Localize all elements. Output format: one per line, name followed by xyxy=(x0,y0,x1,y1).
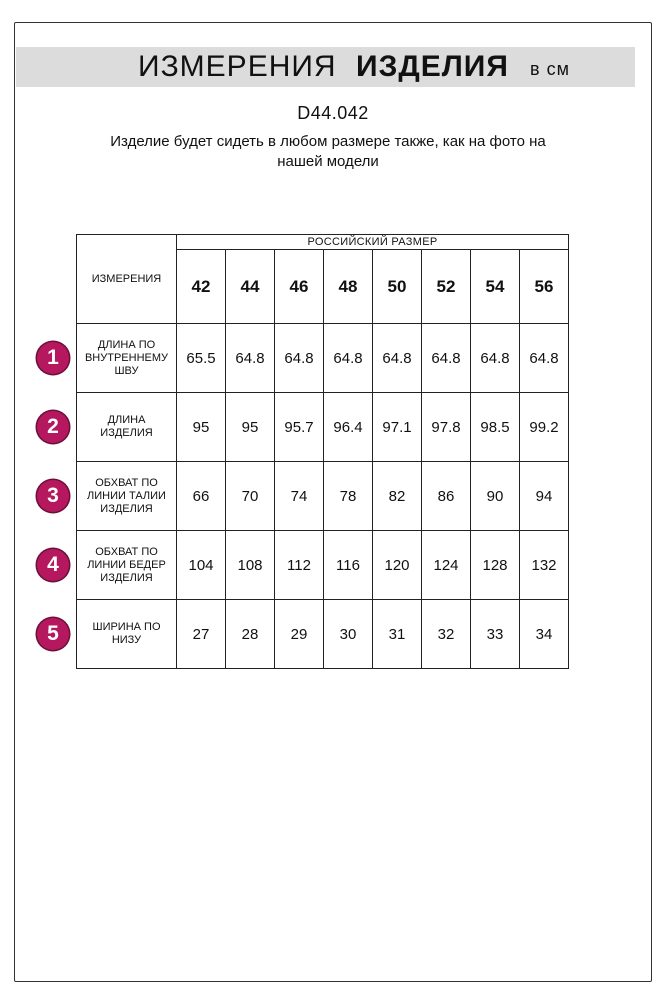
measurement-value: 97.1 xyxy=(373,393,422,462)
article-number: D44.042 xyxy=(297,103,369,123)
row-number-badge: 3 xyxy=(37,480,69,512)
measurement-value: 132 xyxy=(520,531,569,600)
measurement-label-line: ИЗДЕЛИЯ xyxy=(100,502,153,515)
measurement-value: 65.5 xyxy=(177,324,226,393)
measurement-label xyxy=(77,462,177,531)
measurement-row xyxy=(77,600,569,669)
measurement-label xyxy=(77,531,177,600)
measurement-value: 95 xyxy=(226,393,275,462)
measurement-value: 64.8 xyxy=(520,324,569,393)
measurement-value: 104 xyxy=(177,531,226,600)
measurement-value: 94 xyxy=(520,462,569,531)
measurement-value: 128 xyxy=(471,531,520,600)
measurement-value: 64.8 xyxy=(373,324,422,393)
measurement-value: 90 xyxy=(471,462,520,531)
measurement-row xyxy=(77,324,569,393)
measurement-value: 28 xyxy=(226,600,275,669)
measurement-value: 66 xyxy=(177,462,226,531)
measurement-row xyxy=(77,462,569,531)
measurement-label-line: ЛИНИИ ТАЛИИ xyxy=(87,489,166,502)
measurement-value: 32 xyxy=(422,600,471,669)
measurement-value: 33 xyxy=(471,600,520,669)
title-product: ИЗДЕЛИЯ xyxy=(356,50,509,83)
measurement-value: 86 xyxy=(422,462,471,531)
measurement-value: 64.8 xyxy=(324,324,373,393)
measurement-label-line: НИЗУ xyxy=(111,634,142,646)
measurement-label-line: ОБХВАТ ПО xyxy=(95,476,158,489)
fit-note-line-1: Изделие будет сидеть в любом размере также, как на фото на xyxy=(110,133,546,150)
title-measurements: ИЗМЕРЕНИЯ xyxy=(138,50,337,83)
row-number-badge: 5 xyxy=(37,618,69,650)
measurement-label-line: ШВУ xyxy=(114,364,139,377)
measurement-value: 95 xyxy=(177,393,226,462)
fit-note xyxy=(95,132,561,172)
measurement-value: 27 xyxy=(177,600,226,669)
title-unit: в см xyxy=(530,59,570,79)
size-group-header: РОССИЙСКИЙ РАЗМЕР xyxy=(177,235,569,250)
measurement-label xyxy=(77,324,177,393)
measurement-label-line: ШИРИНА ПО xyxy=(92,621,161,633)
measurement-value: 64.8 xyxy=(226,324,275,393)
measurement-value: 34 xyxy=(520,600,569,669)
size-header-46: 46 xyxy=(275,250,324,324)
size-table xyxy=(76,234,569,669)
measurement-value: 120 xyxy=(373,531,422,600)
measurement-label-line: ДЛИНА xyxy=(107,414,146,426)
measurement-value: 108 xyxy=(226,531,275,600)
measurement-value: 82 xyxy=(373,462,422,531)
corner-label: ИЗМЕРЕНИЯ xyxy=(77,235,177,324)
measurement-value: 116 xyxy=(324,531,373,600)
measurement-value: 74 xyxy=(275,462,324,531)
measurement-value: 97.8 xyxy=(422,393,471,462)
measurement-label-line: ЛИНИИ БЕДЕР xyxy=(87,558,166,571)
measurement-label-line: ДЛИНА ПО xyxy=(97,338,156,351)
measurement-row xyxy=(77,393,569,462)
size-header-44: 44 xyxy=(226,250,275,324)
measurement-value: 124 xyxy=(422,531,471,600)
measurement-value: 112 xyxy=(275,531,324,600)
size-header-42: 42 xyxy=(177,250,226,324)
measurement-label-line: ОБХВАТ ПО xyxy=(95,545,158,558)
measurement-label xyxy=(77,600,177,669)
size-header-50: 50 xyxy=(373,250,422,324)
measurement-value: 70 xyxy=(226,462,275,531)
row-number-badge: 2 xyxy=(37,411,69,443)
size-header-54: 54 xyxy=(471,250,520,324)
size-header-48: 48 xyxy=(324,250,373,324)
size-header-52: 52 xyxy=(422,250,471,324)
measurement-value: 98.5 xyxy=(471,393,520,462)
measurement-label-line: ИЗДЕЛИЯ xyxy=(100,427,153,439)
row-number-badge: 4 xyxy=(37,549,69,581)
measurement-value: 31 xyxy=(373,600,422,669)
measurement-label-line: ИЗДЕЛИЯ xyxy=(100,571,153,584)
measurement-label xyxy=(77,393,177,462)
fit-note-line-2: нашей модели xyxy=(277,153,379,170)
measurement-value: 64.8 xyxy=(275,324,324,393)
measurement-value: 95.7 xyxy=(275,393,324,462)
size-header-56: 56 xyxy=(520,250,569,324)
measurement-value: 64.8 xyxy=(471,324,520,393)
measurement-value: 96.4 xyxy=(324,393,373,462)
row-number-badge: 1 xyxy=(37,342,69,374)
measurement-value: 30 xyxy=(324,600,373,669)
measurement-value: 78 xyxy=(324,462,373,531)
measurement-value: 29 xyxy=(275,600,324,669)
measurement-label-line: ВНУТРЕННЕМУ xyxy=(84,351,169,364)
measurement-row xyxy=(77,531,569,600)
measurement-value: 64.8 xyxy=(422,324,471,393)
measurement-value: 99.2 xyxy=(520,393,569,462)
